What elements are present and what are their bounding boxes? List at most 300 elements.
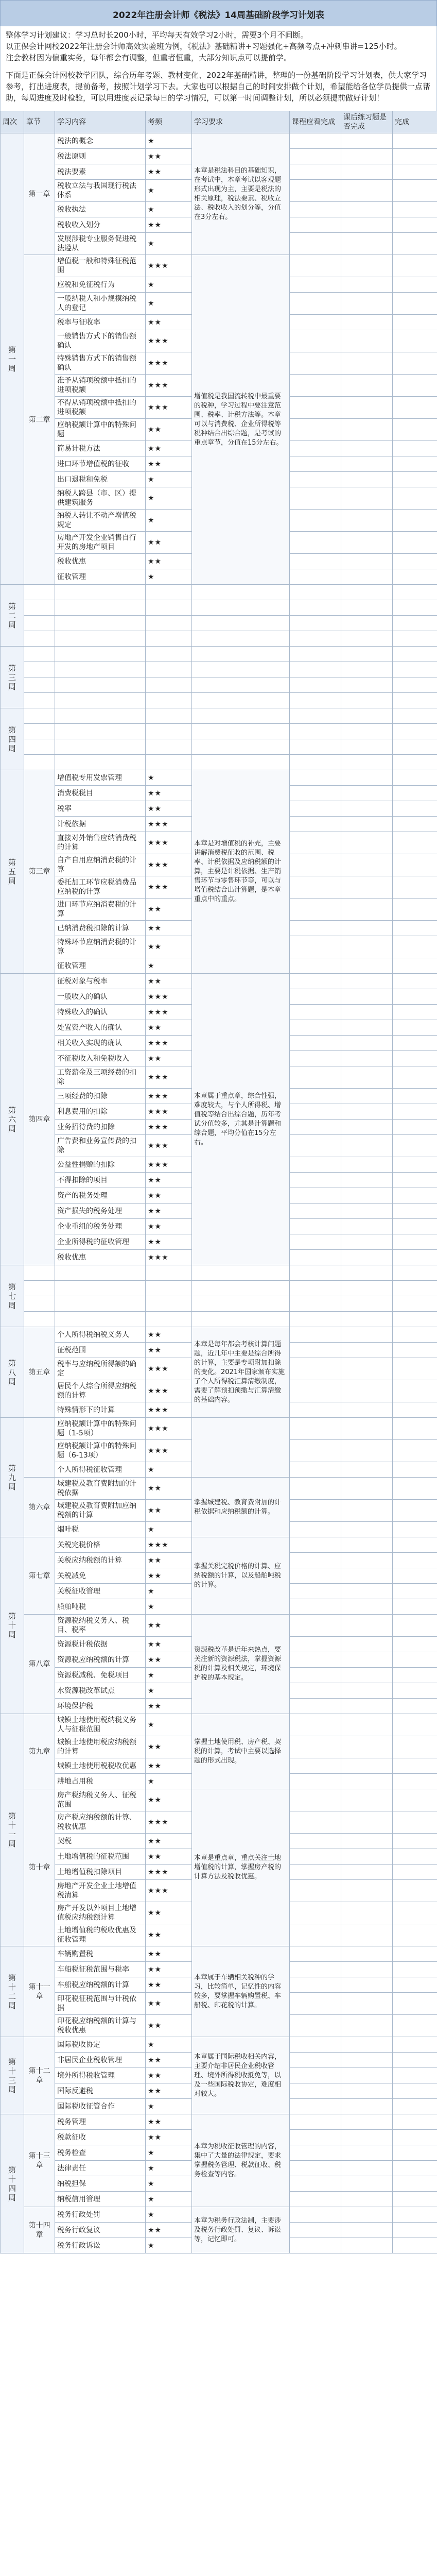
complete-checkbox-cell[interactable] xyxy=(393,1104,437,1120)
complete-checkbox-cell[interactable] xyxy=(393,1946,437,1962)
homework-checkbox-cell[interactable] xyxy=(341,2238,393,2253)
done-checkbox-cell[interactable] xyxy=(290,1157,341,1173)
done-checkbox-cell[interactable] xyxy=(290,2037,341,2053)
homework-checkbox-cell[interactable] xyxy=(341,1880,393,1902)
homework-checkbox-cell[interactable] xyxy=(341,1683,393,1699)
done-checkbox-cell[interactable] xyxy=(290,1066,341,1089)
complete-checkbox-cell[interactable] xyxy=(393,2099,437,2114)
done-checkbox-cell[interactable] xyxy=(290,1478,341,1500)
done-checkbox-cell[interactable] xyxy=(290,876,341,899)
done-checkbox-cell[interactable] xyxy=(290,1343,341,1358)
done-checkbox-cell[interactable] xyxy=(290,1774,341,1789)
homework-checkbox-cell[interactable] xyxy=(341,1005,393,1020)
complete-checkbox-cell[interactable] xyxy=(393,2238,437,2253)
complete-checkbox-cell[interactable] xyxy=(393,770,437,786)
done-checkbox-cell[interactable] xyxy=(290,1637,341,1652)
complete-checkbox-cell[interactable] xyxy=(393,1250,437,1265)
complete-checkbox-cell[interactable] xyxy=(393,255,437,277)
done-checkbox-cell[interactable] xyxy=(290,2068,341,2083)
homework-checkbox-cell[interactable] xyxy=(341,1849,393,1865)
done-checkbox-cell[interactable] xyxy=(290,1993,341,2015)
complete-checkbox-cell[interactable] xyxy=(393,441,437,456)
complete-checkbox-cell[interactable] xyxy=(393,277,437,293)
complete-checkbox-cell[interactable] xyxy=(393,1789,437,1811)
homework-checkbox-cell[interactable] xyxy=(341,456,393,472)
homework-checkbox-cell[interactable] xyxy=(341,293,393,315)
homework-checkbox-cell[interactable] xyxy=(341,1327,393,1343)
done-checkbox-cell[interactable] xyxy=(290,1418,341,1440)
homework-checkbox-cell[interactable] xyxy=(341,164,393,180)
done-checkbox-cell[interactable] xyxy=(290,2130,341,2145)
homework-checkbox-cell[interactable] xyxy=(341,1977,393,1993)
complete-checkbox-cell[interactable] xyxy=(393,217,437,233)
complete-checkbox-cell[interactable] xyxy=(393,1343,437,1358)
complete-checkbox-cell[interactable] xyxy=(393,419,437,441)
done-checkbox-cell[interactable] xyxy=(290,164,341,180)
homework-checkbox-cell[interactable] xyxy=(341,375,393,397)
done-checkbox-cell[interactable] xyxy=(290,899,341,921)
done-checkbox-cell[interactable] xyxy=(290,1135,341,1157)
done-checkbox-cell[interactable] xyxy=(290,1736,341,1758)
done-checkbox-cell[interactable] xyxy=(290,921,341,936)
complete-checkbox-cell[interactable] xyxy=(393,2223,437,2238)
complete-checkbox-cell[interactable] xyxy=(393,2037,437,2053)
done-checkbox-cell[interactable] xyxy=(290,1020,341,1036)
homework-checkbox-cell[interactable] xyxy=(341,2099,393,2114)
complete-checkbox-cell[interactable] xyxy=(393,1977,437,1993)
complete-checkbox-cell[interactable] xyxy=(393,315,437,330)
complete-checkbox-cell[interactable] xyxy=(393,1358,437,1380)
homework-checkbox-cell[interactable] xyxy=(341,786,393,801)
done-checkbox-cell[interactable] xyxy=(290,472,341,487)
homework-checkbox-cell[interactable] xyxy=(341,832,393,854)
homework-checkbox-cell[interactable] xyxy=(341,2015,393,2037)
homework-checkbox-cell[interactable] xyxy=(341,1157,393,1173)
complete-checkbox-cell[interactable] xyxy=(393,1157,437,1173)
complete-checkbox-cell[interactable] xyxy=(393,202,437,217)
complete-checkbox-cell[interactable] xyxy=(393,1402,437,1418)
complete-checkbox-cell[interactable] xyxy=(393,1066,437,1089)
homework-checkbox-cell[interactable] xyxy=(341,487,393,510)
complete-checkbox-cell[interactable] xyxy=(393,180,437,202)
done-checkbox-cell[interactable] xyxy=(290,375,341,397)
homework-checkbox-cell[interactable] xyxy=(341,1358,393,1380)
complete-checkbox-cell[interactable] xyxy=(393,1135,437,1157)
complete-checkbox-cell[interactable] xyxy=(393,1568,437,1584)
complete-checkbox-cell[interactable] xyxy=(393,817,437,832)
done-checkbox-cell[interactable] xyxy=(290,2176,341,2192)
complete-checkbox-cell[interactable] xyxy=(393,1173,437,1188)
done-checkbox-cell[interactable] xyxy=(290,1699,341,1714)
homework-checkbox-cell[interactable] xyxy=(341,202,393,217)
homework-checkbox-cell[interactable] xyxy=(341,217,393,233)
homework-checkbox-cell[interactable] xyxy=(341,1120,393,1135)
homework-checkbox-cell[interactable] xyxy=(341,1811,393,1834)
complete-checkbox-cell[interactable] xyxy=(393,2053,437,2068)
homework-checkbox-cell[interactable] xyxy=(341,1173,393,1188)
done-checkbox-cell[interactable] xyxy=(290,1849,341,1865)
done-checkbox-cell[interactable] xyxy=(290,149,341,164)
homework-checkbox-cell[interactable] xyxy=(341,1188,393,1204)
complete-checkbox-cell[interactable] xyxy=(393,1652,437,1668)
homework-checkbox-cell[interactable] xyxy=(341,1714,393,1736)
done-checkbox-cell[interactable] xyxy=(290,2192,341,2207)
done-checkbox-cell[interactable] xyxy=(290,2015,341,2037)
complete-checkbox-cell[interactable] xyxy=(393,1714,437,1736)
homework-checkbox-cell[interactable] xyxy=(341,899,393,921)
homework-checkbox-cell[interactable] xyxy=(341,1865,393,1880)
complete-checkbox-cell[interactable] xyxy=(393,472,437,487)
done-checkbox-cell[interactable] xyxy=(290,1714,341,1736)
done-checkbox-cell[interactable] xyxy=(290,1188,341,1204)
done-checkbox-cell[interactable] xyxy=(290,202,341,217)
homework-checkbox-cell[interactable] xyxy=(341,770,393,786)
done-checkbox-cell[interactable] xyxy=(290,1537,341,1553)
done-checkbox-cell[interactable] xyxy=(290,1758,341,1774)
complete-checkbox-cell[interactable] xyxy=(393,133,437,149)
homework-checkbox-cell[interactable] xyxy=(341,2037,393,2053)
done-checkbox-cell[interactable] xyxy=(290,180,341,202)
done-checkbox-cell[interactable] xyxy=(290,1811,341,1834)
complete-checkbox-cell[interactable] xyxy=(393,1637,437,1652)
homework-checkbox-cell[interactable] xyxy=(341,801,393,817)
done-checkbox-cell[interactable] xyxy=(290,1440,341,1462)
done-checkbox-cell[interactable] xyxy=(290,1358,341,1380)
done-checkbox-cell[interactable] xyxy=(290,1402,341,1418)
done-checkbox-cell[interactable] xyxy=(290,1104,341,1120)
homework-checkbox-cell[interactable] xyxy=(341,1440,393,1462)
done-checkbox-cell[interactable] xyxy=(290,1005,341,1020)
homework-checkbox-cell[interactable] xyxy=(341,1478,393,1500)
homework-checkbox-cell[interactable] xyxy=(341,1089,393,1104)
complete-checkbox-cell[interactable] xyxy=(393,2161,437,2176)
complete-checkbox-cell[interactable] xyxy=(393,958,437,974)
done-checkbox-cell[interactable] xyxy=(290,801,341,817)
homework-checkbox-cell[interactable] xyxy=(341,1418,393,1440)
homework-checkbox-cell[interactable] xyxy=(341,532,393,554)
complete-checkbox-cell[interactable] xyxy=(393,2192,437,2207)
done-checkbox-cell[interactable] xyxy=(290,936,341,958)
complete-checkbox-cell[interactable] xyxy=(393,2083,437,2099)
done-checkbox-cell[interactable] xyxy=(290,958,341,974)
complete-checkbox-cell[interactable] xyxy=(393,487,437,510)
done-checkbox-cell[interactable] xyxy=(290,1120,341,1135)
done-checkbox-cell[interactable] xyxy=(290,2099,341,2114)
done-checkbox-cell[interactable] xyxy=(290,1902,341,1924)
complete-checkbox-cell[interactable] xyxy=(393,1758,437,1774)
done-checkbox-cell[interactable] xyxy=(290,419,341,441)
homework-checkbox-cell[interactable] xyxy=(341,1553,393,1568)
homework-checkbox-cell[interactable] xyxy=(341,1599,393,1615)
homework-checkbox-cell[interactable] xyxy=(341,936,393,958)
homework-checkbox-cell[interactable] xyxy=(341,233,393,255)
homework-checkbox-cell[interactable] xyxy=(341,1924,393,1946)
complete-checkbox-cell[interactable] xyxy=(393,1522,437,1537)
done-checkbox-cell[interactable] xyxy=(290,293,341,315)
homework-checkbox-cell[interactable] xyxy=(341,1962,393,1977)
homework-checkbox-cell[interactable] xyxy=(341,1522,393,1537)
homework-checkbox-cell[interactable] xyxy=(341,149,393,164)
complete-checkbox-cell[interactable] xyxy=(393,1834,437,1849)
done-checkbox-cell[interactable] xyxy=(290,1462,341,1478)
homework-checkbox-cell[interactable] xyxy=(341,472,393,487)
complete-checkbox-cell[interactable] xyxy=(393,2145,437,2161)
complete-checkbox-cell[interactable] xyxy=(393,1089,437,1104)
done-checkbox-cell[interactable] xyxy=(290,397,341,419)
complete-checkbox-cell[interactable] xyxy=(393,1584,437,1599)
homework-checkbox-cell[interactable] xyxy=(341,441,393,456)
homework-checkbox-cell[interactable] xyxy=(341,1736,393,1758)
done-checkbox-cell[interactable] xyxy=(290,1789,341,1811)
complete-checkbox-cell[interactable] xyxy=(393,1478,437,1500)
complete-checkbox-cell[interactable] xyxy=(393,921,437,936)
done-checkbox-cell[interactable] xyxy=(290,1834,341,1849)
done-checkbox-cell[interactable] xyxy=(290,2223,341,2238)
complete-checkbox-cell[interactable] xyxy=(393,554,437,569)
complete-checkbox-cell[interactable] xyxy=(393,989,437,1005)
complete-checkbox-cell[interactable] xyxy=(393,876,437,899)
complete-checkbox-cell[interactable] xyxy=(393,1736,437,1758)
complete-checkbox-cell[interactable] xyxy=(393,899,437,921)
complete-checkbox-cell[interactable] xyxy=(393,456,437,472)
homework-checkbox-cell[interactable] xyxy=(341,2223,393,2238)
complete-checkbox-cell[interactable] xyxy=(393,330,437,352)
complete-checkbox-cell[interactable] xyxy=(393,1036,437,1051)
complete-checkbox-cell[interactable] xyxy=(393,2068,437,2083)
complete-checkbox-cell[interactable] xyxy=(393,397,437,419)
homework-checkbox-cell[interactable] xyxy=(341,1204,393,1219)
done-checkbox-cell[interactable] xyxy=(290,1173,341,1188)
done-checkbox-cell[interactable] xyxy=(290,1553,341,1568)
homework-checkbox-cell[interactable] xyxy=(341,1946,393,1962)
done-checkbox-cell[interactable] xyxy=(290,133,341,149)
homework-checkbox-cell[interactable] xyxy=(341,1537,393,1553)
homework-checkbox-cell[interactable] xyxy=(341,958,393,974)
done-checkbox-cell[interactable] xyxy=(290,1668,341,1683)
done-checkbox-cell[interactable] xyxy=(290,1599,341,1615)
homework-checkbox-cell[interactable] xyxy=(341,1036,393,1051)
homework-checkbox-cell[interactable] xyxy=(341,2207,393,2223)
homework-checkbox-cell[interactable] xyxy=(341,419,393,441)
done-checkbox-cell[interactable] xyxy=(290,770,341,786)
homework-checkbox-cell[interactable] xyxy=(341,1834,393,1849)
homework-checkbox-cell[interactable] xyxy=(341,397,393,419)
done-checkbox-cell[interactable] xyxy=(290,2145,341,2161)
homework-checkbox-cell[interactable] xyxy=(341,1668,393,1683)
complete-checkbox-cell[interactable] xyxy=(393,510,437,532)
complete-checkbox-cell[interactable] xyxy=(393,1418,437,1440)
done-checkbox-cell[interactable] xyxy=(290,1036,341,1051)
done-checkbox-cell[interactable] xyxy=(290,1962,341,1977)
homework-checkbox-cell[interactable] xyxy=(341,1902,393,1924)
homework-checkbox-cell[interactable] xyxy=(341,1020,393,1036)
homework-checkbox-cell[interactable] xyxy=(341,255,393,277)
complete-checkbox-cell[interactable] xyxy=(393,2176,437,2192)
done-checkbox-cell[interactable] xyxy=(290,974,341,989)
done-checkbox-cell[interactable] xyxy=(290,1977,341,1993)
homework-checkbox-cell[interactable] xyxy=(341,1066,393,1089)
homework-checkbox-cell[interactable] xyxy=(341,1135,393,1157)
homework-checkbox-cell[interactable] xyxy=(341,1615,393,1637)
done-checkbox-cell[interactable] xyxy=(290,1924,341,1946)
homework-checkbox-cell[interactable] xyxy=(341,1568,393,1584)
done-checkbox-cell[interactable] xyxy=(290,989,341,1005)
complete-checkbox-cell[interactable] xyxy=(393,1020,437,1036)
homework-checkbox-cell[interactable] xyxy=(341,1104,393,1120)
done-checkbox-cell[interactable] xyxy=(290,1051,341,1066)
homework-checkbox-cell[interactable] xyxy=(341,989,393,1005)
complete-checkbox-cell[interactable] xyxy=(393,293,437,315)
complete-checkbox-cell[interactable] xyxy=(393,1440,437,1462)
done-checkbox-cell[interactable] xyxy=(290,315,341,330)
homework-checkbox-cell[interactable] xyxy=(341,2114,393,2130)
complete-checkbox-cell[interactable] xyxy=(393,1865,437,1880)
done-checkbox-cell[interactable] xyxy=(290,441,341,456)
homework-checkbox-cell[interactable] xyxy=(341,1699,393,1714)
done-checkbox-cell[interactable] xyxy=(290,352,341,375)
done-checkbox-cell[interactable] xyxy=(290,1865,341,1880)
homework-checkbox-cell[interactable] xyxy=(341,2161,393,2176)
complete-checkbox-cell[interactable] xyxy=(393,2015,437,2037)
done-checkbox-cell[interactable] xyxy=(290,1615,341,1637)
homework-checkbox-cell[interactable] xyxy=(341,817,393,832)
complete-checkbox-cell[interactable] xyxy=(393,1462,437,1478)
homework-checkbox-cell[interactable] xyxy=(341,2192,393,2207)
done-checkbox-cell[interactable] xyxy=(290,1380,341,1402)
homework-checkbox-cell[interactable] xyxy=(341,1250,393,1265)
done-checkbox-cell[interactable] xyxy=(290,487,341,510)
complete-checkbox-cell[interactable] xyxy=(393,1615,437,1637)
homework-checkbox-cell[interactable] xyxy=(341,2068,393,2083)
homework-checkbox-cell[interactable] xyxy=(341,2083,393,2099)
complete-checkbox-cell[interactable] xyxy=(393,786,437,801)
complete-checkbox-cell[interactable] xyxy=(393,233,437,255)
homework-checkbox-cell[interactable] xyxy=(341,2130,393,2145)
done-checkbox-cell[interactable] xyxy=(290,2161,341,2176)
done-checkbox-cell[interactable] xyxy=(290,1234,341,1250)
done-checkbox-cell[interactable] xyxy=(290,786,341,801)
done-checkbox-cell[interactable] xyxy=(290,1219,341,1234)
homework-checkbox-cell[interactable] xyxy=(341,1584,393,1599)
complete-checkbox-cell[interactable] xyxy=(393,1849,437,1865)
complete-checkbox-cell[interactable] xyxy=(393,569,437,585)
complete-checkbox-cell[interactable] xyxy=(393,1599,437,1615)
done-checkbox-cell[interactable] xyxy=(290,1584,341,1599)
complete-checkbox-cell[interactable] xyxy=(393,1234,437,1250)
complete-checkbox-cell[interactable] xyxy=(393,1204,437,1219)
homework-checkbox-cell[interactable] xyxy=(341,1380,393,1402)
complete-checkbox-cell[interactable] xyxy=(393,1219,437,1234)
done-checkbox-cell[interactable] xyxy=(290,569,341,585)
complete-checkbox-cell[interactable] xyxy=(393,2130,437,2145)
complete-checkbox-cell[interactable] xyxy=(393,1902,437,1924)
complete-checkbox-cell[interactable] xyxy=(393,1380,437,1402)
homework-checkbox-cell[interactable] xyxy=(341,1462,393,1478)
complete-checkbox-cell[interactable] xyxy=(393,532,437,554)
homework-checkbox-cell[interactable] xyxy=(341,1234,393,1250)
complete-checkbox-cell[interactable] xyxy=(393,1668,437,1683)
homework-checkbox-cell[interactable] xyxy=(341,1758,393,1774)
homework-checkbox-cell[interactable] xyxy=(341,315,393,330)
complete-checkbox-cell[interactable] xyxy=(393,1683,437,1699)
complete-checkbox-cell[interactable] xyxy=(393,2114,437,2130)
complete-checkbox-cell[interactable] xyxy=(393,832,437,854)
complete-checkbox-cell[interactable] xyxy=(393,375,437,397)
done-checkbox-cell[interactable] xyxy=(290,1250,341,1265)
complete-checkbox-cell[interactable] xyxy=(393,1553,437,1568)
done-checkbox-cell[interactable] xyxy=(290,277,341,293)
homework-checkbox-cell[interactable] xyxy=(341,554,393,569)
done-checkbox-cell[interactable] xyxy=(290,1946,341,1962)
homework-checkbox-cell[interactable] xyxy=(341,1500,393,1522)
done-checkbox-cell[interactable] xyxy=(290,2053,341,2068)
done-checkbox-cell[interactable] xyxy=(290,2114,341,2130)
homework-checkbox-cell[interactable] xyxy=(341,180,393,202)
done-checkbox-cell[interactable] xyxy=(290,1880,341,1902)
done-checkbox-cell[interactable] xyxy=(290,1568,341,1584)
homework-checkbox-cell[interactable] xyxy=(341,510,393,532)
done-checkbox-cell[interactable] xyxy=(290,2207,341,2223)
homework-checkbox-cell[interactable] xyxy=(341,1051,393,1066)
homework-checkbox-cell[interactable] xyxy=(341,330,393,352)
done-checkbox-cell[interactable] xyxy=(290,832,341,854)
complete-checkbox-cell[interactable] xyxy=(393,1993,437,2015)
complete-checkbox-cell[interactable] xyxy=(393,1537,437,1553)
complete-checkbox-cell[interactable] xyxy=(393,1500,437,1522)
homework-checkbox-cell[interactable] xyxy=(341,974,393,989)
homework-checkbox-cell[interactable] xyxy=(341,2053,393,2068)
done-checkbox-cell[interactable] xyxy=(290,255,341,277)
done-checkbox-cell[interactable] xyxy=(290,2083,341,2099)
homework-checkbox-cell[interactable] xyxy=(341,854,393,876)
complete-checkbox-cell[interactable] xyxy=(393,1188,437,1204)
done-checkbox-cell[interactable] xyxy=(290,1204,341,1219)
complete-checkbox-cell[interactable] xyxy=(393,854,437,876)
done-checkbox-cell[interactable] xyxy=(290,1652,341,1668)
homework-checkbox-cell[interactable] xyxy=(341,133,393,149)
done-checkbox-cell[interactable] xyxy=(290,233,341,255)
done-checkbox-cell[interactable] xyxy=(290,217,341,233)
complete-checkbox-cell[interactable] xyxy=(393,1924,437,1946)
homework-checkbox-cell[interactable] xyxy=(341,1774,393,1789)
done-checkbox-cell[interactable] xyxy=(290,854,341,876)
complete-checkbox-cell[interactable] xyxy=(393,974,437,989)
homework-checkbox-cell[interactable] xyxy=(341,1343,393,1358)
done-checkbox-cell[interactable] xyxy=(290,456,341,472)
done-checkbox-cell[interactable] xyxy=(290,1327,341,1343)
done-checkbox-cell[interactable] xyxy=(290,1089,341,1104)
complete-checkbox-cell[interactable] xyxy=(393,1811,437,1834)
done-checkbox-cell[interactable] xyxy=(290,554,341,569)
complete-checkbox-cell[interactable] xyxy=(393,1962,437,1977)
homework-checkbox-cell[interactable] xyxy=(341,1652,393,1668)
complete-checkbox-cell[interactable] xyxy=(393,1005,437,1020)
done-checkbox-cell[interactable] xyxy=(290,1683,341,1699)
homework-checkbox-cell[interactable] xyxy=(341,352,393,375)
complete-checkbox-cell[interactable] xyxy=(393,2207,437,2223)
done-checkbox-cell[interactable] xyxy=(290,817,341,832)
homework-checkbox-cell[interactable] xyxy=(341,876,393,899)
done-checkbox-cell[interactable] xyxy=(290,532,341,554)
complete-checkbox-cell[interactable] xyxy=(393,1774,437,1789)
done-checkbox-cell[interactable] xyxy=(290,1522,341,1537)
complete-checkbox-cell[interactable] xyxy=(393,1699,437,1714)
complete-checkbox-cell[interactable] xyxy=(393,801,437,817)
homework-checkbox-cell[interactable] xyxy=(341,277,393,293)
homework-checkbox-cell[interactable] xyxy=(341,1637,393,1652)
done-checkbox-cell[interactable] xyxy=(290,1500,341,1522)
complete-checkbox-cell[interactable] xyxy=(393,1327,437,1343)
